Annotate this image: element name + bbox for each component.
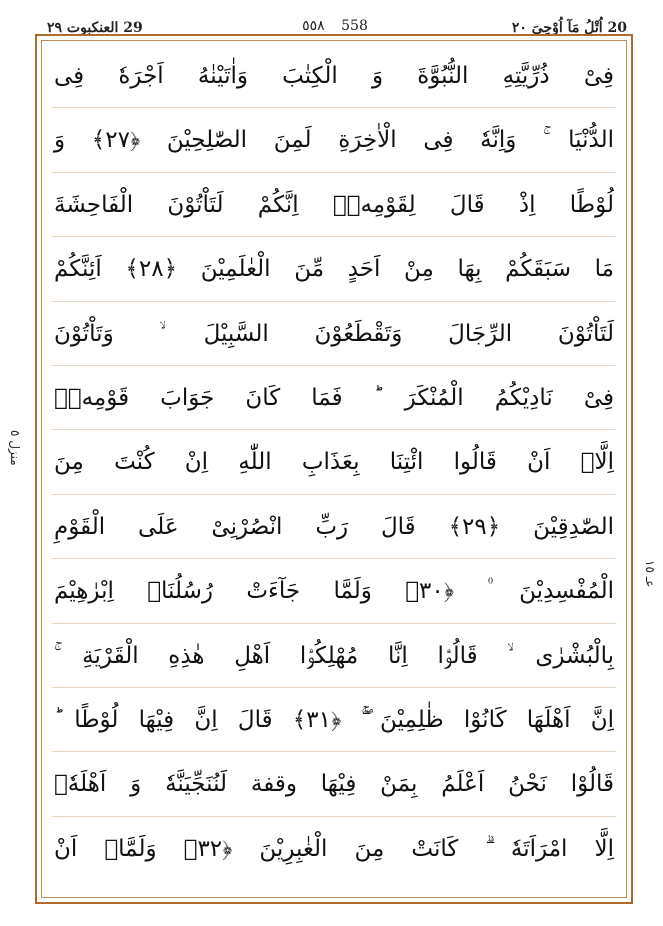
text-line: فِىْ نَادِيْكُمُ الْمُنْكَرَ ؕ فَمَا كَانَ جَوَابَ قَوْمِهٖۤ [52,366,616,430]
text-line: الْمُفْسِدِيْنَ ۠ ﴿٣٠﴾ وَلَمَّا جَآءَتْ رُسُلُنَاۤ اِبْرٰهِيْمَ [52,559,616,623]
surah-label: 29 العنکبوت ٢٩ [47,20,143,36]
text-line: اِنَّ اَهْلَهَا كَانُوْا ظٰلِمِيْنَ ۚۖ ﴿٣١﴾ قَالَ اِنَّ فِيْهَا لُوْطًا ؕ [52,688,616,752]
text-line: لَتَاْتُوْنَ الرِّجَالَ وَتَقْطَعُوْنَ السَّبِيْلَ ۙ وَتَاْتُوْنَ [52,302,616,366]
text-line: اِلَّا امْرَاَتَهٗ ۗ كَانَتْ مِنَ الْغٰبِرِيْنَ ﴿٣٢﴾ وَلَمَّاۤ اَنْ [54,835,614,862]
ruku-label: عـ ١٥ [643,560,657,588]
text-line: فِىْ ذُرِّيَّتِهِ النُّبُوَّةَ وَ الْكِتٰبَ وَاٰتَيْنٰهُ اَجْرَهٗ فِى [52,44,616,108]
juz-label: 20 اُتْلُ مَآ اُوْحِىَ ٢٠ [511,20,627,36]
text-line: الدُّنْيَا ۚ وَاِنَّهٗ فِى الْاٰخِرَةِ لَمِنَ الصّٰلِحِيْنَ ﴿٢٧﴾ وَ [52,108,616,172]
text-line: لُوْطًا اِذْ قَالَ لِقَوْمِهٖۤ اِنَّكُمْ لَتَاْتُوْنَ الْفَاحِشَةَ [52,173,616,237]
text-line: الصّٰدِقِيْنَ ﴿٢٩﴾ قَالَ رَبِّ انْصُرْنِىْ عَلَى الْقَوْمِ [52,495,616,559]
text-line: مَا سَبَقَكُمْ بِهَا مِنْ اَحَدٍ مِّنَ الْعٰلَمِيْنَ ﴿٢٨﴾ اَئِنَّكُمْ [52,237,616,301]
verse-text-block [52,44,616,881]
text-line: بِالْبُشْرٰى ۙ قَالُوْۤا اِنَّا مُهْلِكُوْۤا اَهْلِ هٰذِهِ الْقَرْيَةِ ۚ [52,624,616,688]
text-line: اِلَّاۤ اَنْ قَالُوا ائْتِنَا بِعَذَابِ اللّٰهِ اِنْ كُنْتَ مِنَ [52,430,616,494]
page-number-latin: 558 [341,18,368,34]
page-number-arabic: ٥٥٨ [302,18,325,34]
manzil-label: منزل ٥ [8,430,22,466]
text-line: قَالُوْا نَحْنُ اَعْلَمُ بِمَنْ فِيْهَا وقفة لَنُنَجِّيَنَّهٗ وَ اَهْلَهٗۤ [52,752,616,816]
